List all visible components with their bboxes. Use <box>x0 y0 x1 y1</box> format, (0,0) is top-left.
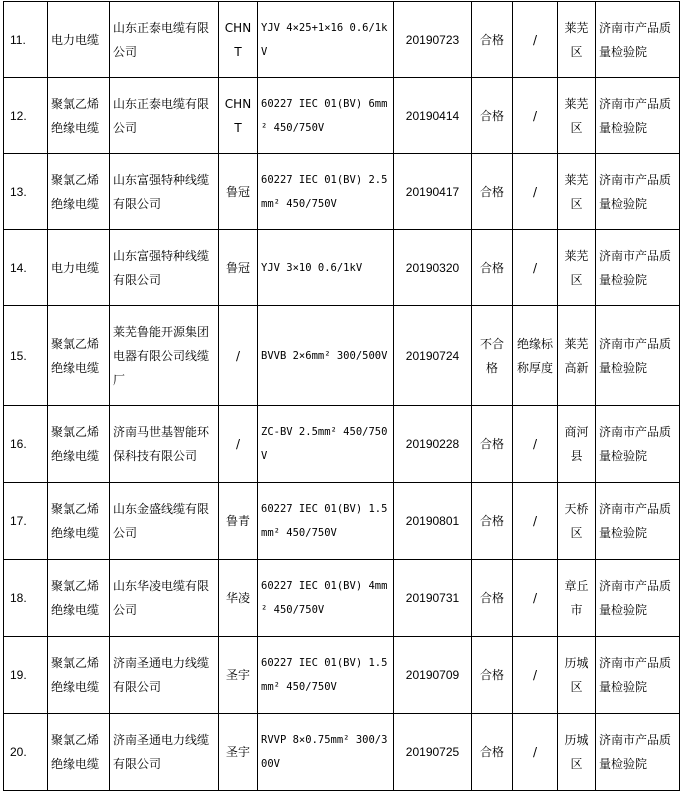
row-number-cell: 20. <box>4 714 48 791</box>
inspection-result-cell: 合格 <box>472 406 513 483</box>
production-date-cell: 20190228 <box>394 406 472 483</box>
brand-cell: 鲁冠 <box>219 230 258 306</box>
table-row <box>4 406 680 483</box>
brand-cell: / <box>219 306 258 406</box>
inspection-result-cell: 合格 <box>472 2 513 78</box>
inspection-agency-cell: 济南市产品质量检验院 <box>596 2 680 78</box>
product-name-cell: 聚氯乙烯绝缘电缆 <box>48 78 110 154</box>
row-number-cell: 12. <box>4 78 48 154</box>
inspection-agency-cell: 济南市产品质量检验院 <box>596 714 680 791</box>
product-name-cell: 聚氯乙烯绝缘电缆 <box>48 154 110 230</box>
inspection-agency-cell: 济南市产品质量检验院 <box>596 406 680 483</box>
inspection-agency-cell: 济南市产品质量检验院 <box>596 78 680 154</box>
district-cell: 莱芜区 <box>558 230 596 306</box>
failed-item-cell: 绝缘标称厚度 <box>513 306 558 406</box>
district-cell: 章丘市 <box>558 560 596 637</box>
failed-item-cell: / <box>513 2 558 78</box>
manufacturer-cell: 山东富强特种线缆有限公司 <box>110 230 219 306</box>
inspection-agency-cell: 济南市产品质量检验院 <box>596 637 680 714</box>
table-row <box>4 78 680 154</box>
row-number-cell: 17. <box>4 483 48 560</box>
production-date-cell: 20190709 <box>394 637 472 714</box>
production-date-cell: 20190414 <box>394 78 472 154</box>
row-number-cell: 13. <box>4 154 48 230</box>
row-number-cell: 11. <box>4 2 48 78</box>
table-row <box>4 2 680 78</box>
inspection-result-cell: 合格 <box>472 78 513 154</box>
district-cell: 历城区 <box>558 714 596 791</box>
model-spec-cell: BVVB 2×6mm² 300/500V <box>258 306 394 406</box>
brand-cell: 圣宇 <box>219 714 258 791</box>
product-name-cell: 聚氯乙烯绝缘电缆 <box>48 406 110 483</box>
failed-item-cell: / <box>513 560 558 637</box>
product-name-cell: 聚氯乙烯绝缘电缆 <box>48 483 110 560</box>
model-spec-cell: 60227 IEC 01(BV) 4mm² 450/750V <box>258 560 394 637</box>
production-date-cell: 20190320 <box>394 230 472 306</box>
district-cell: 商河县 <box>558 406 596 483</box>
model-spec-cell: 60227 IEC 01(BV) 1.5mm² 450/750V <box>258 637 394 714</box>
table-row <box>4 230 680 306</box>
production-date-cell: 20190724 <box>394 306 472 406</box>
inspection-agency-cell: 济南市产品质量检验院 <box>596 483 680 560</box>
manufacturer-cell: 山东正泰电缆有限公司 <box>110 78 219 154</box>
model-spec-cell: ZC-BV 2.5mm² 450/750V <box>258 406 394 483</box>
row-number-cell: 19. <box>4 637 48 714</box>
manufacturer-cell: 山东正泰电缆有限公司 <box>110 2 219 78</box>
district-cell: 天桥区 <box>558 483 596 560</box>
manufacturer-cell: 济南圣通电力线缆有限公司 <box>110 637 219 714</box>
table-row <box>4 306 680 406</box>
failed-item-cell: / <box>513 483 558 560</box>
manufacturer-cell: 济南圣通电力线缆有限公司 <box>110 714 219 791</box>
model-spec-cell: 60227 IEC 01(BV) 1.5mm² 450/750V <box>258 483 394 560</box>
failed-item-cell: / <box>513 230 558 306</box>
inspection-result-cell: 不合格 <box>472 306 513 406</box>
table-row <box>4 154 680 230</box>
inspection-results-table <box>3 1 680 791</box>
product-name-cell: 聚氯乙烯绝缘电缆 <box>48 560 110 637</box>
product-name-cell: 电力电缆 <box>48 230 110 306</box>
product-name-cell: 聚氯乙烯绝缘电缆 <box>48 637 110 714</box>
production-date-cell: 20190801 <box>394 483 472 560</box>
inspection-result-cell: 合格 <box>472 230 513 306</box>
manufacturer-cell: 莱芜鲁能开源集团电器有限公司线缆厂 <box>110 306 219 406</box>
model-spec-cell: YJV 3×10 0.6/1kV <box>258 230 394 306</box>
failed-item-cell: / <box>513 154 558 230</box>
failed-item-cell: / <box>513 406 558 483</box>
model-spec-cell: 60227 IEC 01(BV) 2.5mm² 450/750V <box>258 154 394 230</box>
inspection-agency-cell: 济南市产品质量检验院 <box>596 560 680 637</box>
production-date-cell: 20190723 <box>394 2 472 78</box>
district-cell: 莱芜高新 <box>558 306 596 406</box>
product-name-cell: 聚氯乙烯绝缘电缆 <box>48 306 110 406</box>
production-date-cell: 20190725 <box>394 714 472 791</box>
production-date-cell: 20190731 <box>394 560 472 637</box>
manufacturer-cell: 山东华凌电缆有限公司 <box>110 560 219 637</box>
brand-cell: CHNT <box>219 2 258 78</box>
inspection-result-cell: 合格 <box>472 154 513 230</box>
failed-item-cell: / <box>513 78 558 154</box>
inspection-result-cell: 合格 <box>472 483 513 560</box>
district-cell: 莱芜区 <box>558 154 596 230</box>
row-number-cell: 18. <box>4 560 48 637</box>
brand-cell: 鲁青 <box>219 483 258 560</box>
brand-cell: CHNT <box>219 78 258 154</box>
product-name-cell: 电力电缆 <box>48 2 110 78</box>
brand-cell: 鲁冠 <box>219 154 258 230</box>
table-row <box>4 483 680 560</box>
row-number-cell: 14. <box>4 230 48 306</box>
manufacturer-cell: 山东金盛线缆有限公司 <box>110 483 219 560</box>
manufacturer-cell: 济南马世基智能环保科技有限公司 <box>110 406 219 483</box>
table-row <box>4 560 680 637</box>
model-spec-cell: 60227 IEC 01(BV) 6mm² 450/750V <box>258 78 394 154</box>
model-spec-cell: RVVP 8×0.75mm² 300/300V <box>258 714 394 791</box>
district-cell: 莱芜区 <box>558 2 596 78</box>
inspection-result-cell: 合格 <box>472 637 513 714</box>
table-row <box>4 714 680 791</box>
inspection-agency-cell: 济南市产品质量检验院 <box>596 154 680 230</box>
row-number-cell: 16. <box>4 406 48 483</box>
district-cell: 莱芜区 <box>558 78 596 154</box>
failed-item-cell: / <box>513 714 558 791</box>
brand-cell: / <box>219 406 258 483</box>
brand-cell: 圣宇 <box>219 637 258 714</box>
inspection-result-cell: 合格 <box>472 714 513 791</box>
inspection-result-cell: 合格 <box>472 560 513 637</box>
model-spec-cell: YJV 4×25+1×16 0.6/1kV <box>258 2 394 78</box>
inspection-agency-cell: 济南市产品质量检验院 <box>596 306 680 406</box>
brand-cell: 华凌 <box>219 560 258 637</box>
production-date-cell: 20190417 <box>394 154 472 230</box>
row-number-cell: 15. <box>4 306 48 406</box>
inspection-agency-cell: 济南市产品质量检验院 <box>596 230 680 306</box>
product-name-cell: 聚氯乙烯绝缘电缆 <box>48 714 110 791</box>
failed-item-cell: / <box>513 637 558 714</box>
district-cell: 历城区 <box>558 637 596 714</box>
manufacturer-cell: 山东富强特种线缆有限公司 <box>110 154 219 230</box>
table-row <box>4 637 680 714</box>
